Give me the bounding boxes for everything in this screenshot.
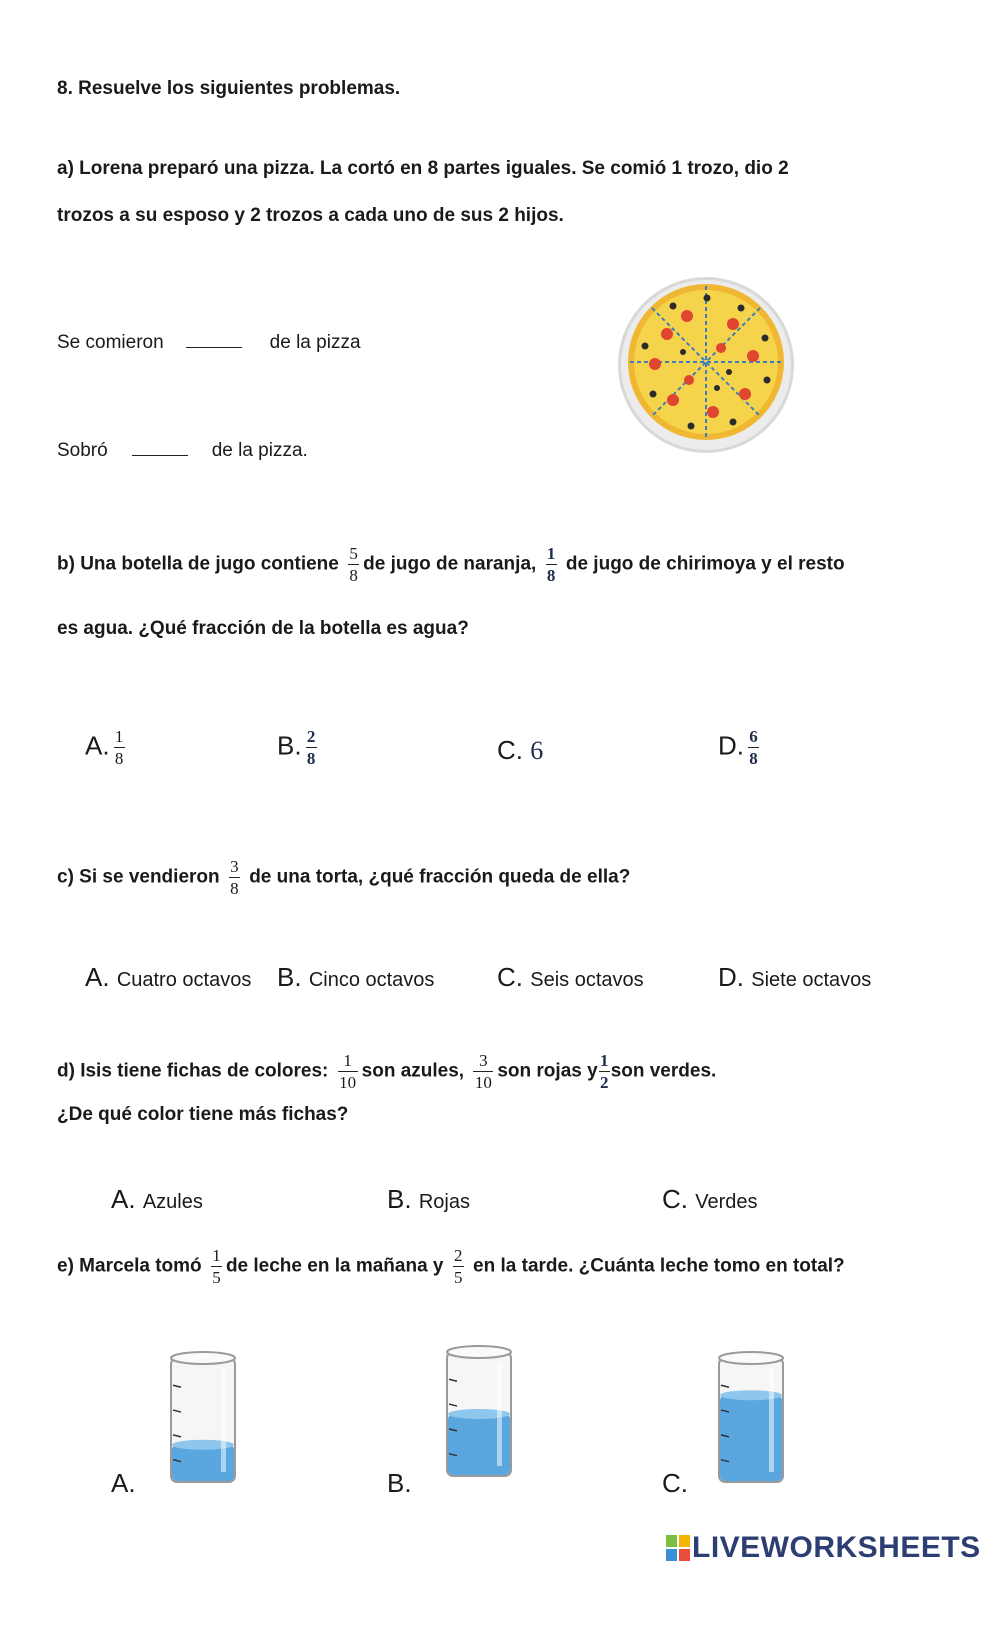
answer-ate-blank[interactable] xyxy=(186,347,242,348)
option-e-a-label[interactable]: A. xyxy=(111,1468,136,1498)
option-text: Rojas xyxy=(418,1191,470,1213)
option-letter: A. xyxy=(85,962,110,992)
option-c-d[interactable] xyxy=(718,962,871,993)
problem-d-line2: ¿De qué color tiene más fichas? xyxy=(57,1104,349,1125)
section-title: 8. Resuelve los siguientes problemas. xyxy=(57,78,401,99)
option-c-c[interactable] xyxy=(497,962,644,993)
option-letter: B. xyxy=(387,1184,412,1214)
problem-b-text1: b) Una botella de jugo contiene xyxy=(57,553,339,575)
fraction-den: 10 xyxy=(339,1073,357,1092)
fraction-den: 2 xyxy=(599,1073,609,1092)
option-b-d[interactable] xyxy=(718,728,763,767)
glass-rim xyxy=(171,1352,235,1364)
problem-b-line1 xyxy=(57,545,845,584)
option-fraction xyxy=(306,728,317,767)
fraction-num: 2 xyxy=(454,1246,463,1265)
problem-d-text2: son azules, xyxy=(361,1060,465,1082)
option-letter: B. xyxy=(277,962,302,992)
option-text: Siete octavos xyxy=(751,969,872,991)
answer-left-blank[interactable] xyxy=(132,455,188,456)
problem-e-text2: de leche en la mañana y xyxy=(225,1255,444,1277)
fraction-num: 3 xyxy=(230,857,239,876)
fraction-one-tenth xyxy=(338,1052,358,1091)
answer-left-prefix: Sobró xyxy=(57,440,108,461)
problem-b-line2: es agua. ¿Qué fracción de la botella es agua? xyxy=(57,618,469,639)
answer-ate-suffix: de la pizza xyxy=(269,332,361,353)
problem-c-line xyxy=(57,858,630,897)
answer-ate-row xyxy=(57,332,361,354)
glass-highlight xyxy=(221,1368,226,1472)
option-letter: C. xyxy=(497,735,523,765)
fraction-num: 1 xyxy=(212,1246,221,1265)
problem-e-text3: en la tarde. ¿Cuánta leche tomo en total? xyxy=(473,1255,845,1277)
option-text: Verdes xyxy=(695,1191,758,1213)
problem-d-text3: son rojas y xyxy=(497,1060,598,1082)
brand-text: LIVEWORKSHEETS xyxy=(692,1531,981,1564)
option-text: Azules xyxy=(142,1191,203,1213)
option-letter: C. xyxy=(497,962,523,992)
option-e-c-glass[interactable] xyxy=(716,1346,786,1492)
option-text: Seis octavos xyxy=(530,969,644,991)
fraction-num: 1 xyxy=(114,727,124,746)
option-letter: A. xyxy=(111,1184,136,1214)
option-e-a-glass[interactable] xyxy=(168,1346,238,1492)
problem-e-text1: e) Marcela tomó xyxy=(57,1255,202,1277)
problem-c-text2: de una torta, ¿qué fracción queda de ella? xyxy=(249,866,631,888)
fraction-num: 1 xyxy=(343,1051,352,1070)
option-d-c[interactable] xyxy=(662,1184,758,1215)
problem-d-line1 xyxy=(57,1052,716,1091)
fraction-num: 3 xyxy=(479,1051,488,1070)
fraction-den: 5 xyxy=(454,1268,463,1287)
option-fraction xyxy=(114,728,125,767)
glass-rim xyxy=(447,1346,511,1358)
fraction-den: 8 xyxy=(230,879,239,898)
fraction-two-fifths xyxy=(453,1247,464,1286)
option-fraction xyxy=(748,728,759,767)
fraction-num: 2 xyxy=(306,727,316,746)
option-b-a[interactable] xyxy=(85,728,129,767)
option-letter: D. xyxy=(718,730,744,761)
option-letter: C. xyxy=(662,1184,688,1214)
glass-highlight xyxy=(769,1368,774,1472)
problem-e-line xyxy=(57,1247,845,1286)
fraction-den: 8 xyxy=(749,749,758,768)
problem-d-text1: d) Isis tiene fichas de colores: xyxy=(57,1060,329,1082)
option-d-b[interactable] xyxy=(387,1184,470,1215)
problem-b-text3: de jugo de chirimoya y el resto xyxy=(565,553,845,575)
problem-a-line1: a) Lorena preparó una pizza. La cortó en 8 partes iguales. Se comió 1 trozo, dio 2 xyxy=(57,158,789,179)
glass-highlight xyxy=(497,1362,502,1466)
answer-left-suffix: de la pizza. xyxy=(211,440,308,461)
fraction-den: 8 xyxy=(349,566,358,585)
fraction-three-tenths xyxy=(473,1052,493,1091)
fraction-three-eighths xyxy=(229,858,240,897)
fraction-den: 8 xyxy=(306,749,316,768)
liveworksheets-logo-icon xyxy=(666,1535,690,1561)
pizza-illustration xyxy=(617,276,795,454)
problem-b-text2: de jugo de naranja, xyxy=(363,553,537,575)
fraction-den: 5 xyxy=(212,1268,221,1287)
option-text: Cuatro octavos xyxy=(116,969,252,991)
option-text: Cinco octavos xyxy=(308,969,435,991)
fraction-num: 1 xyxy=(546,544,556,563)
fraction-num: 6 xyxy=(749,727,758,746)
fraction-num: 5 xyxy=(349,544,358,563)
option-letter: B. xyxy=(277,730,302,761)
fraction-five-eighths xyxy=(348,545,359,584)
option-c-a[interactable] xyxy=(85,962,251,993)
fraction-num: 1 xyxy=(599,1051,609,1070)
option-c-b[interactable] xyxy=(277,962,434,993)
fraction-one-fifth xyxy=(211,1247,222,1286)
problem-c-text1: c) Si se vendieron xyxy=(57,866,220,888)
fraction-one-half xyxy=(599,1052,610,1091)
problem-a-line2: trozos a su esposo y 2 trozos a cada uno de sus 2 hijos. xyxy=(57,205,564,226)
liveworksheets-brand xyxy=(666,1531,981,1565)
fraction-one-eighth xyxy=(546,545,557,584)
option-letter: D. xyxy=(718,962,744,992)
option-value: 6 xyxy=(530,736,544,765)
option-b-b[interactable] xyxy=(277,728,321,767)
option-d-a[interactable] xyxy=(111,1184,203,1215)
fraction-den: 8 xyxy=(114,749,124,768)
answer-left-row xyxy=(57,440,308,462)
option-letter: A. xyxy=(85,730,110,761)
glass-rim xyxy=(719,1352,783,1364)
option-e-b-label[interactable]: B. xyxy=(387,1468,412,1498)
option-e-b-glass[interactable] xyxy=(444,1340,514,1486)
fraction-den: 8 xyxy=(546,566,556,585)
problem-d-text4: son verdes. xyxy=(610,1060,717,1082)
option-e-c-label[interactable]: C. xyxy=(662,1468,688,1498)
option-b-c[interactable] xyxy=(497,735,543,766)
answer-ate-prefix: Se comieron xyxy=(57,332,164,353)
fraction-den: 10 xyxy=(474,1073,492,1092)
